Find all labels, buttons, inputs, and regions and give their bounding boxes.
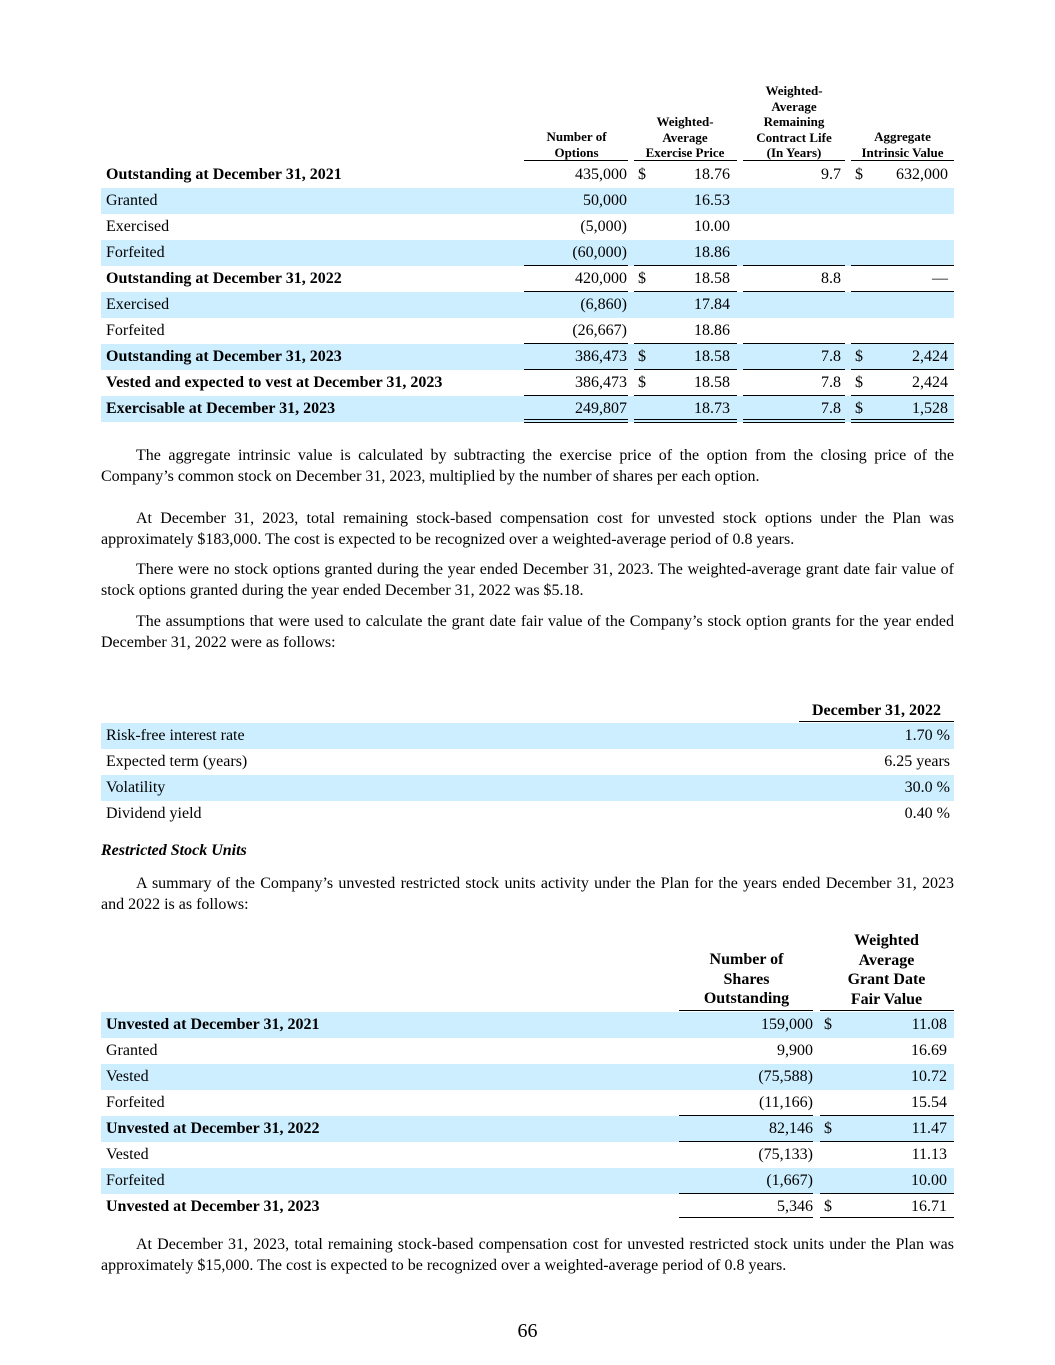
options-table-row xyxy=(101,344,954,370)
paragraph-aggregate-intrinsic-value: The aggregate intrinsic value is calculated by subtracting the exercise price of the option from the closing price of the Company’s common stock on December 31, 2023, multiplied by the number of shares per each option. xyxy=(101,447,954,485)
table-rule xyxy=(524,369,628,370)
row-label: Outstanding at December 31, 2023 xyxy=(106,348,342,365)
row-label: Forfeited xyxy=(106,1172,165,1189)
header-shares-outstanding: Number of Shares Outstanding xyxy=(703,951,790,1007)
row-label: Outstanding at December 31, 2021 xyxy=(106,166,342,183)
options-table-row xyxy=(101,214,954,240)
assumption-row xyxy=(101,723,954,749)
shares-outstanding: (11,166) xyxy=(758,1094,813,1111)
header-underline xyxy=(679,1010,813,1011)
number-of-options: (60,000) xyxy=(572,244,627,261)
row-label: Exercised xyxy=(106,218,170,235)
table-rule xyxy=(851,265,954,266)
options-table-row xyxy=(101,292,954,318)
exercise-price: 18.58 xyxy=(694,270,730,287)
table-rule xyxy=(820,1193,954,1194)
shares-outstanding: (75,133) xyxy=(758,1146,813,1163)
table-rule xyxy=(679,1115,813,1116)
table-rule xyxy=(851,422,954,423)
rsu-table-row xyxy=(101,1142,954,1168)
currency-symbol: $ xyxy=(638,270,646,287)
row-label: Vested and expected to vest at December 31, 2023 xyxy=(106,374,443,391)
exercise-price: 18.73 xyxy=(694,400,730,417)
table-rule xyxy=(820,1217,954,1218)
row-label: Forfeited xyxy=(106,322,165,339)
rsu-table-row xyxy=(101,1012,954,1038)
grant-date-fair-value: 11.13 xyxy=(911,1146,947,1163)
table-rule xyxy=(524,422,628,423)
assumption-value: 1.70 % xyxy=(904,727,950,744)
aggregate-intrinsic-value: — xyxy=(932,270,948,287)
assumption-label: Risk-free interest rate xyxy=(106,727,245,744)
number-of-options: (26,667) xyxy=(572,322,627,339)
remaining-life: 8.8 xyxy=(821,270,841,287)
aggregate-intrinsic-value: 2,424 xyxy=(912,348,948,365)
table-rule xyxy=(524,291,628,292)
exercise-price: 18.86 xyxy=(694,322,730,339)
table-rule xyxy=(634,343,737,344)
exercise-price: 18.76 xyxy=(694,166,730,183)
row-label: Granted xyxy=(106,1042,158,1059)
row-label: Vested xyxy=(106,1146,149,1163)
shares-outstanding: 159,000 xyxy=(761,1016,813,1033)
currency-symbol: $ xyxy=(824,1198,832,1215)
currency-symbol: $ xyxy=(824,1120,832,1137)
page-number: 66 xyxy=(517,1320,538,1342)
table-rule xyxy=(634,422,737,423)
options-table-row xyxy=(101,266,954,292)
options-table-row xyxy=(101,318,954,344)
exercise-price: 18.86 xyxy=(694,244,730,261)
table-rule xyxy=(634,291,737,292)
shares-outstanding: 5,346 xyxy=(777,1198,813,1215)
assumption-row xyxy=(101,801,954,827)
header-underline xyxy=(634,160,737,161)
table-rule xyxy=(524,419,628,420)
number-of-options: 435,000 xyxy=(575,166,627,183)
row-label: Outstanding at December 31, 2022 xyxy=(106,270,342,287)
remaining-life: 9.7 xyxy=(821,166,841,183)
row-label: Unvested at December 31, 2023 xyxy=(106,1198,320,1215)
number-of-options: 386,473 xyxy=(575,374,627,391)
currency-symbol: $ xyxy=(855,374,863,391)
remaining-life: 7.8 xyxy=(821,348,841,365)
table-rule xyxy=(524,265,628,266)
grant-date-fair-value: 15.54 xyxy=(911,1094,947,1111)
number-of-options: 249,807 xyxy=(575,400,627,417)
shares-outstanding: (1,667) xyxy=(766,1172,813,1189)
row-label: Unvested at December 31, 2022 xyxy=(106,1120,320,1137)
currency-symbol: $ xyxy=(855,348,863,365)
table-rule xyxy=(743,291,845,292)
paragraph-rsu-summary: A summary of the Company’s unvested restricted stock units activity under the Plan for the years ended December 31, 2023 and 2022 is as follows: xyxy=(101,875,954,913)
table-rule xyxy=(679,1217,813,1218)
header-underline xyxy=(743,160,845,161)
exercise-price: 17.84 xyxy=(694,296,730,313)
rsu-table-row xyxy=(101,1116,954,1142)
options-table-row xyxy=(101,162,954,188)
remaining-life: 7.8 xyxy=(821,374,841,391)
paragraph-unvested-rsu-cost: At December 31, 2023, total remaining stock-based compensation cost for unvested restricted stock units under the Plan was approximately $15,000. The cost is expected to be recognized over a weighted-average period of 0.8 years. xyxy=(101,1236,954,1274)
assumption-row xyxy=(101,749,954,775)
assumption-label: Expected term (years) xyxy=(106,753,248,770)
table-rule xyxy=(743,422,845,423)
table-rule xyxy=(634,419,737,420)
grant-date-fair-value: 11.47 xyxy=(911,1120,947,1137)
assumption-value: 0.40 % xyxy=(904,805,950,822)
rsu-table-row xyxy=(101,1064,954,1090)
table-rule xyxy=(851,343,954,344)
currency-symbol: $ xyxy=(638,166,646,183)
table-rule xyxy=(743,265,845,266)
table-rule xyxy=(743,343,845,344)
paragraph-no-options-granted: There were no stock options granted during the year ended December 31, 2023. The weighted-average grant date fair value of stock options granted during the year ended December 31, 2022 was $5.18. xyxy=(101,561,954,599)
shares-outstanding: 9,900 xyxy=(777,1042,813,1059)
aggregate-intrinsic-value: 1,528 xyxy=(912,400,948,417)
number-of-options: (6,860) xyxy=(580,296,627,313)
header-underline xyxy=(820,1010,954,1011)
table-rule xyxy=(743,419,845,420)
assumptions-header-underline xyxy=(799,721,954,722)
row-label: Unvested at December 31, 2021 xyxy=(106,1016,320,1033)
rsu-table-row xyxy=(101,1168,954,1194)
header-wa-grant-fair-value: Weighted Average Grant Date Fair Value xyxy=(847,932,926,1008)
currency-symbol: $ xyxy=(638,348,646,365)
row-label: Exercisable at December 31, 2023 xyxy=(106,400,336,417)
grant-date-fair-value: 16.69 xyxy=(911,1042,947,1059)
table-rule xyxy=(524,343,628,344)
table-rule xyxy=(679,1193,813,1194)
assumption-label: Dividend yield xyxy=(106,805,202,822)
assumption-value: 30.0 % xyxy=(904,779,950,796)
paragraph-assumptions-intro: The assumptions that were used to calculate the grant date fair value of the Company’s stock option grants for the year ended December 31, 2022 were as follows: xyxy=(101,613,954,651)
table-rule xyxy=(851,419,954,420)
header-wa-exercise-price: Weighted- Average Exercise Price xyxy=(645,114,725,160)
number-of-options: (5,000) xyxy=(580,218,627,235)
grant-date-fair-value: 10.72 xyxy=(911,1068,947,1085)
currency-symbol: $ xyxy=(638,374,646,391)
row-label: Forfeited xyxy=(106,1094,165,1111)
header-aggregate-intrinsic-value: Aggregate Intrinsic Value xyxy=(861,129,944,160)
remaining-life: 7.8 xyxy=(821,400,841,417)
table-rule xyxy=(679,1141,813,1142)
header-underline xyxy=(524,160,628,161)
row-label: Forfeited xyxy=(106,244,165,261)
grant-date-fair-value: 16.71 xyxy=(911,1198,947,1215)
exercise-price: 18.58 xyxy=(694,374,730,391)
table-rule xyxy=(524,395,628,396)
table-rule xyxy=(634,265,737,266)
aggregate-intrinsic-value: 632,000 xyxy=(896,166,948,183)
table-rule xyxy=(634,369,737,370)
currency-symbol: $ xyxy=(824,1016,832,1033)
row-label: Exercised xyxy=(106,296,170,313)
exercise-price: 10.00 xyxy=(694,218,730,235)
assumption-value: 6.25 years xyxy=(884,753,950,770)
options-table-row xyxy=(101,240,954,266)
currency-symbol: $ xyxy=(855,166,863,183)
row-label: Granted xyxy=(106,192,158,209)
table-rule xyxy=(743,395,845,396)
assumption-row xyxy=(101,775,954,801)
assumptions-header: December 31, 2022 xyxy=(812,702,941,719)
grant-date-fair-value: 11.08 xyxy=(911,1016,947,1033)
shares-outstanding: 82,146 xyxy=(769,1120,813,1137)
aggregate-intrinsic-value: 2,424 xyxy=(912,374,948,391)
assumption-label: Volatility xyxy=(106,779,166,796)
currency-symbol: $ xyxy=(855,400,863,417)
section-title-rsu: Restricted Stock Units xyxy=(101,842,247,859)
header-number-of-options: Number of Options xyxy=(546,129,607,160)
table-rule xyxy=(851,369,954,370)
table-rule xyxy=(851,291,954,292)
table-rule xyxy=(851,395,954,396)
exercise-price: 16.53 xyxy=(694,192,730,209)
table-rule xyxy=(820,1141,954,1142)
header-wa-remaining-life: Weighted- Average Remaining Contract Life (In Years) xyxy=(756,83,832,160)
table-rule xyxy=(634,395,737,396)
grant-date-fair-value: 10.00 xyxy=(911,1172,947,1189)
table-rule xyxy=(743,369,845,370)
options-table-row xyxy=(101,370,954,396)
table-rule xyxy=(820,1115,954,1116)
rsu-table-row xyxy=(101,1090,954,1116)
options-table-row xyxy=(101,188,954,214)
paragraph-unvested-options-cost: At December 31, 2023, total remaining stock-based compensation cost for unvested stock options under the Plan was approximately $183,000. The cost is expected to be recognized over a weighted-average period of 0.8 years. xyxy=(101,510,954,548)
row-label: Vested xyxy=(106,1068,149,1085)
rsu-table-row xyxy=(101,1038,954,1064)
number-of-options: 50,000 xyxy=(583,192,627,209)
exercise-price: 18.58 xyxy=(694,348,730,365)
header-underline xyxy=(851,160,954,161)
number-of-options: 420,000 xyxy=(575,270,627,287)
shares-outstanding: (75,588) xyxy=(758,1068,813,1085)
number-of-options: 386,473 xyxy=(575,348,627,365)
